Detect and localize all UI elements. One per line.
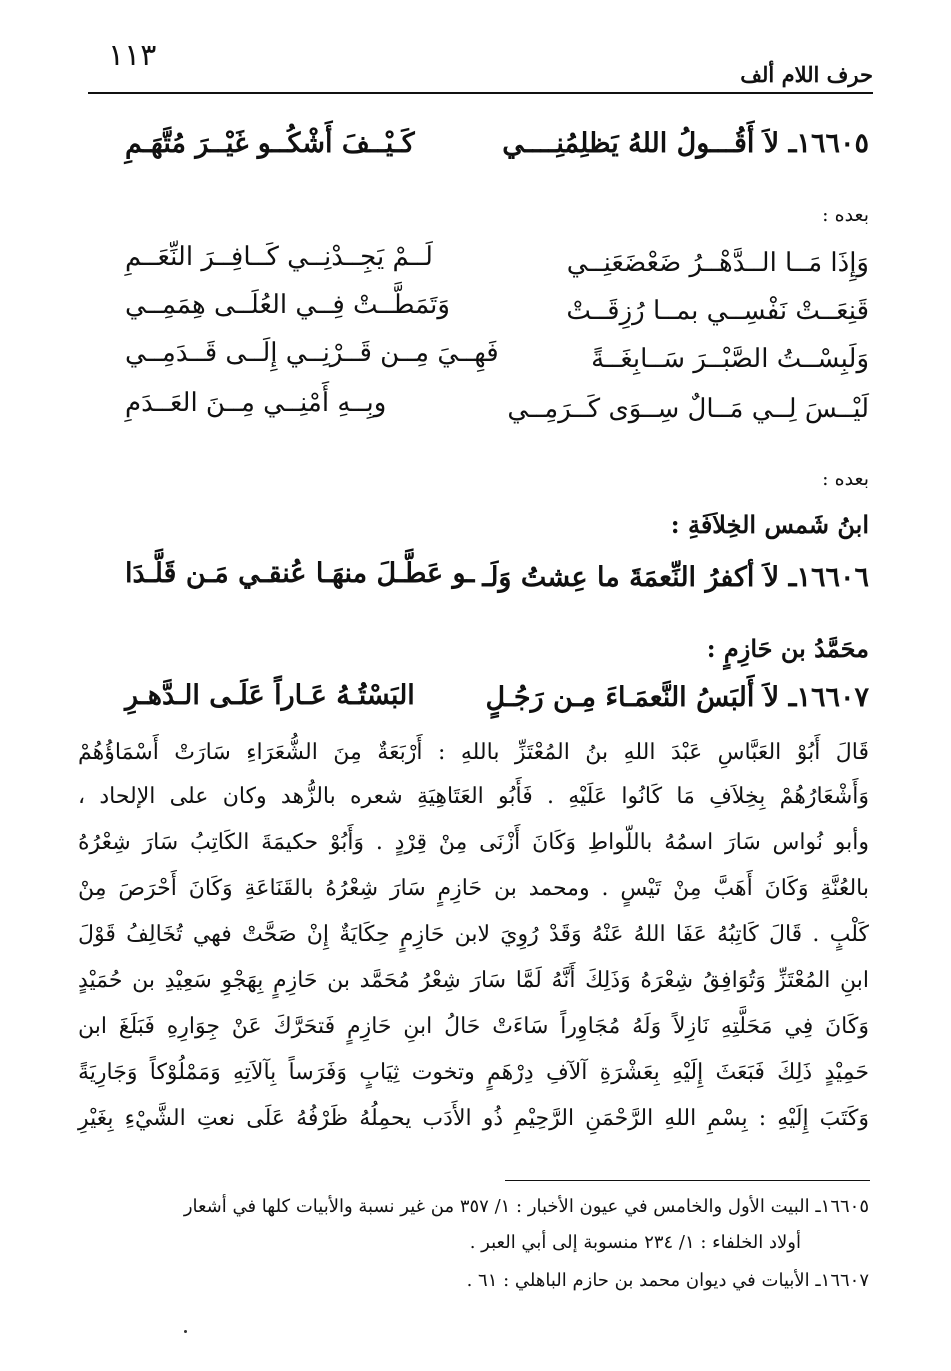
footnote-16605-line-2: أولاد الخلفاء : ١/ ٢٣٤ منسوبة إلى أبي العبر . [469, 1232, 801, 1253]
poem-line-4-second: وبِــهِ أَمْنِــي مِــنَ العَــدَمِ [125, 388, 387, 418]
poem-line-3-second: فَهِــيَ مِــن قَــرْنِــي إِلَــى قَــدَمِــي [125, 338, 499, 368]
prose-line-5: كَلْبٍ . قَالَ كَاتِبُهُ عَفَا اللهُ عَنْهُ وَقَدْ رُوِيَ لابن حَازِمٍ حِكَايَةٌ إِنْ صَحَّتْ فهي تُخَالِفُ قَوْلَ [78, 922, 869, 947]
ba3dah-label-1: بعده : [822, 204, 869, 226]
prose-line-1: قَالَ أَبُوْ العَبَّاسِ عَبْدَ اللهِ بنُ المُعْتَزِّ باللهِ : أَرْبَعَةٌ مِنَ الشُّعَرَاءِ سَارَتْ أَسْمَاؤُهُمْ [78, 740, 869, 765]
prose-line-6: ابنِ المُعْتَزِّ وَتُوَافِقُ شِعْرَهُ وَذَلِكَ أَنَّهُ لَمَّا سَارَ شِعْرُ مُحَمَّد بن حَازِمٍ بِهَجْوِ سَعِيْدِ بن حُمَيْدٍ [78, 968, 869, 993]
header-rule [88, 92, 873, 94]
prose-line-2: وَأَشْعَارُهُمْ بِخِلاَفِ مَا كَانُوا عَلَيْهِ . فَأَبُو العَتَاهِيَةِ شعره بالزُّهد وكان على الإلحاد ، [78, 784, 869, 809]
poem-line-1-first: وَإِذَا مَــا الــدَّهْــرُ ضَعْضَعَنِــي [566, 248, 869, 278]
ba3dah-label-2: بعده : [822, 468, 869, 490]
verse-16606-second-hemistich: ـو عَطَّـلَ منهَـا عُنقـي مَـن قَلَّـدَا [125, 558, 475, 589]
verse-16605-first-hemistich: ١٦٦٠٥ـ لاَ أَقُـــولُ اللهُ يَظلِمُنِــــي [502, 128, 869, 159]
poem-line-2-second: وَتَمَطَّــتْ فِــي العُلَــى هِمَمِــي [125, 290, 450, 320]
poem-line-2-first: قَنِعَــتْ نَفْسِــي بمــا رُزِقَــتْ [566, 296, 869, 326]
prose-line-7: وَكَانَ فِي مَحَلَّتِهِ نَازِلاً وَلَهُ مُجَاوِراً سَاءَتْ حَالُ ابنِ حَازِمٍ فَتحَرَّكَ عَنْ جِوَارِهِ فَبَلَغَ ابن [78, 1014, 869, 1039]
poem-line-3-first: وَلَبِسْــتُ الصَّبْــرَ سَــابِغَــةً [591, 344, 869, 374]
scan-speck [184, 1330, 187, 1333]
prose-line-8: حَمِيْدٍ ذَلِكَ فَبَعَثَ إِلَيْهِ بِعَشْرَةِ آلآفِ دِرْهَمٍ وتخوت ثِيَابٍ وَفَرَساً بِآلاَتِهِ وَمَمْلُوْكاً وَجَارِيَةً [78, 1060, 869, 1085]
prose-line-4: بالعُنَّةِ وَكَانَ أَهَبَّ مِنْ تَيْسٍ . ومحمد بن حَازِمٍ سَارَ شِعْرُهُ بالقَنَاعَةِ وَكَانَ أَحْرَصَ مِنْ [78, 876, 869, 901]
poet-name-ibn-shams: ابنُ شَمس الخِلاَفَةِ : [670, 510, 869, 539]
verse-16607-second-hemistich: البَسْتُـهُ عَـاراً عَلَـى الـدَّهـرِ [125, 680, 415, 711]
running-head: حرف اللام ألف [740, 62, 873, 87]
poet-name-muhammad-ibn-hazim: محَمَّدُ بن حَازِمٍ : [706, 634, 869, 663]
verse-16606-first-hemistich: ١٦٦٠٦ـ لاَ أكفرُ النِّعمَةَ ما عِشتُ وَلَـ [482, 562, 869, 593]
prose-line-9: وَكَتَبَ إِلَيْهِ : بِسْمِ اللهِ الرَّحْمَنِ الرَّحِيْمِ ذُو الأَدَب يحمِلُهُ ظَرْفُهُ عَلَى نعتِ الشَّيْءِ بِغَيْرِ [78, 1106, 869, 1131]
prose-line-3: وأبو نُواس سَارَ اسمُهُ باللّواطِ وَكَانَ أَزْنَى مِنْ قِرْدٍ . وَأَبُوْ حكيمَةَ الكَاتِبُ سَارَ شِعْرُهُ [78, 830, 869, 855]
poem-line-1-second: لَــمْ يَجِــدْنِــي كَــافِــرَ النِّعَــمِ [125, 242, 433, 272]
poem-line-4-first: لَيْــسَ لِــي مَــالٌ سِــوَى كَــرَمِــي [507, 394, 869, 424]
footnote-16607: ١٦٦٠٧ـ الأبيات في ديوان محمد بن حازم الباهلي : ٦١ . [466, 1270, 869, 1291]
verse-16605-second-hemistich: كَـيْــفَ أَشْكُــو غَيْــرَ مُتَّهَـمِ [125, 128, 415, 159]
verse-16607-first-hemistich: ١٦٦٠٧ـ لاَ أَلبَسُ النَّعمَـاءَ مِـن رَجُـلٍ [485, 682, 869, 713]
footnote-16605-line-1: ١٦٦٠٥ـ البيت الأول والخامس في عيون الأخبار : ١/ ٣٥٧ من غير نسبة والأبيات كلها في أشعار [183, 1196, 869, 1217]
footnote-rule [505, 1180, 870, 1181]
page-number: ١١٣ [108, 38, 157, 73]
